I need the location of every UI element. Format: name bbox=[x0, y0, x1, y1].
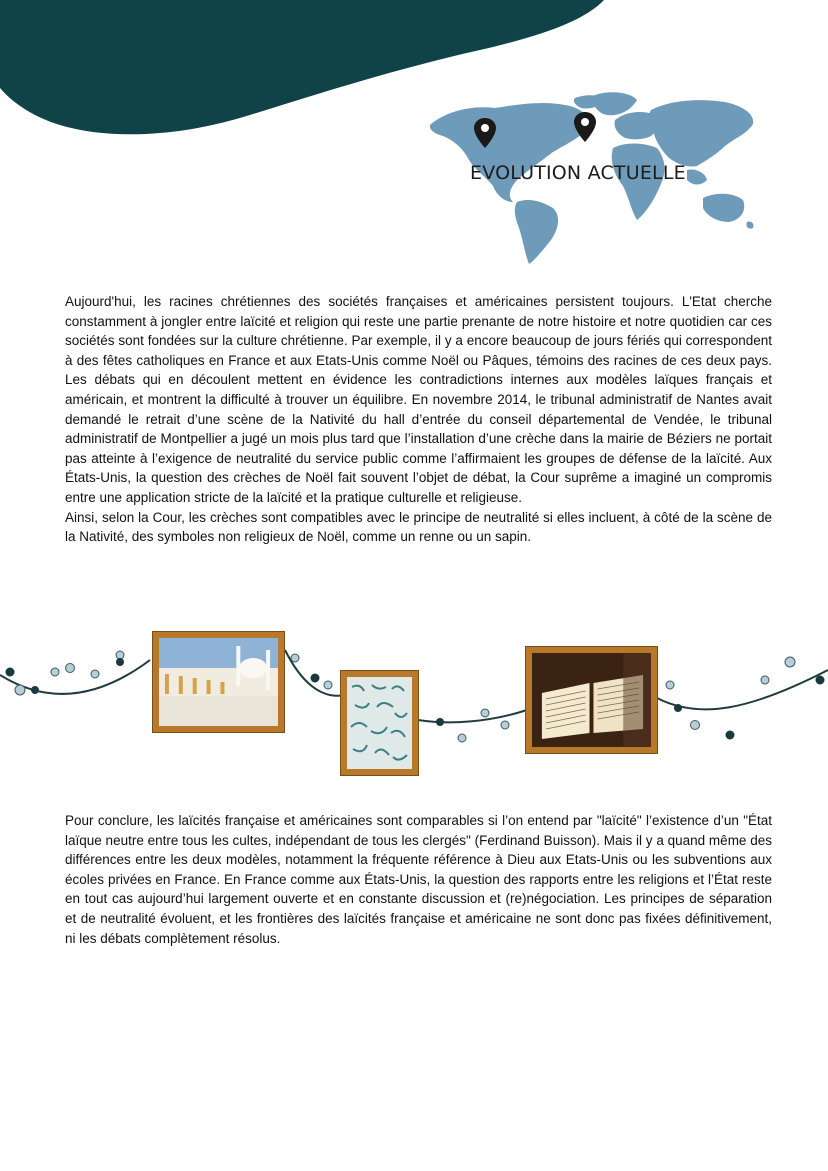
abstract-pattern-picture bbox=[341, 671, 418, 775]
intro-paragraph bbox=[65, 292, 772, 547]
conclusion-paragraph: Pour conclure, les laïcités française et américaines sont comparables si l’on entend par "laïcité" l’existence d’un "État laïque neutre entre tous les cultes, indépendant de tous les clergés" (Ferdinand Buisson). Mais il y a quand même des différences entre les deux modèles, notamment la fréquente référence à Dieu aux Etats-Unis ou les subventions aux écoles privées en France. En France comme aux États-Unis, la question des rapports entre les religions et l’État reste en tout cas aujourd’hui largement ouverte et en constante discussion et (re)négociation. Les principes de séparation et de neutralité évoluent, et les frontières des laïcités française et américaine ne sont donc pas fixées définitivement, ni les débats complètement résolus. bbox=[65, 813, 772, 946]
open-bible-picture bbox=[526, 647, 657, 753]
intro-text-continued: Ainsi, selon la Cour, les crèches sont compatibles avec le principe de neutralité si elles incluent, à côté de la scène de la Nativité, des symboles non religieux de Noël, comme un renne ou un sapin. bbox=[65, 509, 772, 545]
intro-text: Aujourd'hui, les racines chrétiennes des sociétés françaises et américaines persistent toujours. L'Etat cherche constamment à jongler entre laïcité et religion qui reste une partie prenante de notre histoire et notre quotidien car ces sociétés sont fondées sur la culture chrétienne. Par exemple, il y a encore beaucoup de jours fériés qui correspondent à des fêtes catholiques en France et aux Etats-Unis comme Noël ou Pâques, témoins des racines de ces deux pays. Les débats qui en découlent mettent en évidence les contradictions internes aux modèles laïques français et américain, et montrent la difficulté à trouver un équilibre. En novembre 2014, le tribunal administratif de Nantes avait demandé le retrait d’une scène de la Nativité du hall d’entrée du conseil départemental de Vendée, le tribunal administratif de Montpellier a jugé un mois plus tard que l’installation d’une crèche dans la mairie de Béziers ne portait pas atteinte à l’exigence de neutralité du service public comme l’affirmaient les groupes de défense de la laïcité. Aux États-Unis, la question des crèches de Noël fait souvent l’objet de débat, la Cour suprême a imaginé un compromis entre une application stricte de la laïcité et la pratique culturelle et religieuse. bbox=[65, 294, 772, 505]
mosque-picture bbox=[153, 632, 284, 732]
section-title: EVOLUTION ACTUELLE bbox=[470, 162, 686, 184]
